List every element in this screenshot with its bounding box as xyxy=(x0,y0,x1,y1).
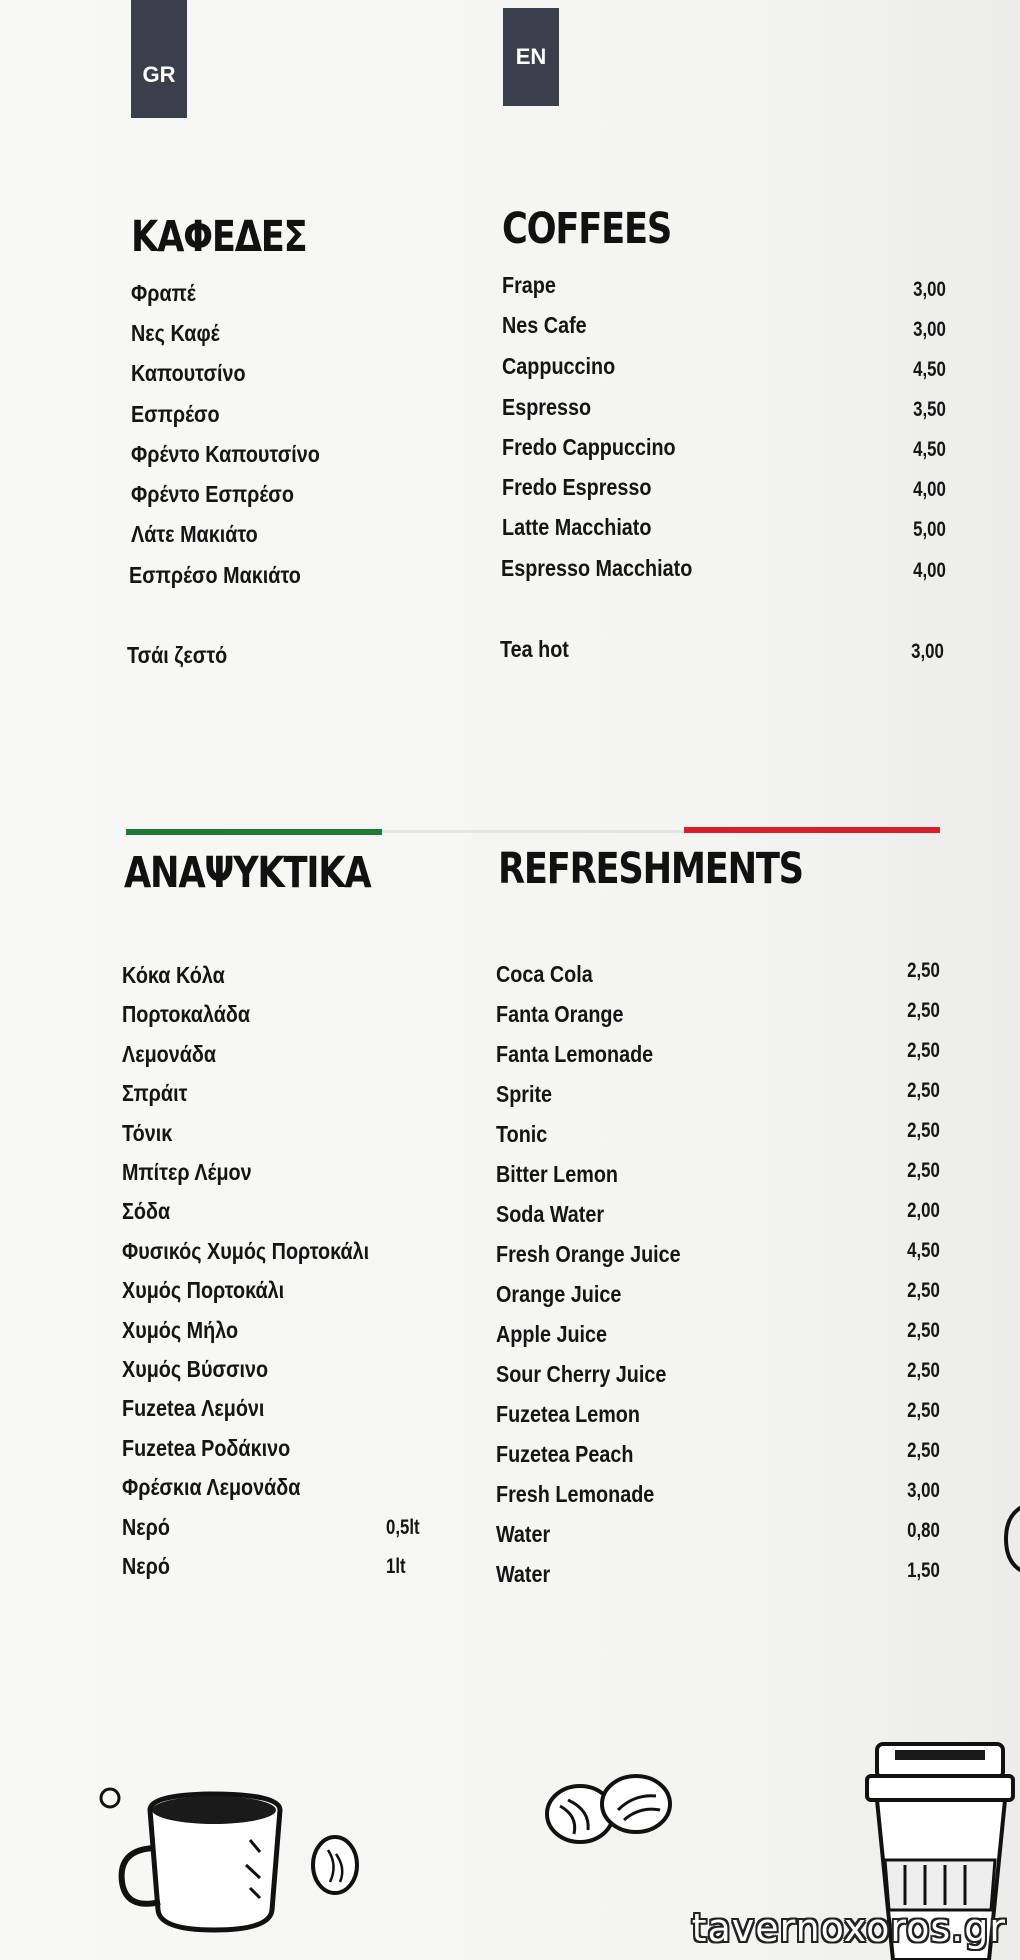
coffee-price: 4,50 xyxy=(913,438,946,461)
refreshment-name-gr: Μπίτερ Λέμον xyxy=(122,1159,252,1185)
refreshment-name-gr: Fuzetea Λεμόνι xyxy=(122,1395,265,1422)
refreshment-name-gr: Κόκα Κόλα xyxy=(122,962,225,988)
refreshment-name-en: Orange Juice xyxy=(496,1281,622,1307)
refreshment-price: 2,50 xyxy=(907,1439,940,1462)
tab-gr[interactable] xyxy=(131,0,187,118)
tab-en-label: EN xyxy=(515,44,547,69)
refreshment-name-en: Fanta Lemonade xyxy=(496,1041,654,1067)
refreshment-price: 2,50 xyxy=(907,1359,940,1382)
refreshment-name-gr: Νερό xyxy=(122,1553,170,1579)
refreshment-price: 2,50 xyxy=(907,1119,940,1142)
refreshment-price: 2,50 xyxy=(907,999,940,1022)
refreshment-name-en: Fresh Lemonade xyxy=(496,1481,655,1507)
tab-gr-label: GR xyxy=(142,62,176,87)
tea-price: 3,00 xyxy=(911,640,944,663)
refreshment-name-gr: Λεμονάδα xyxy=(122,1040,217,1067)
divider-white xyxy=(382,830,684,833)
coffees-title-gr: ΚΑΦΕΔΕΣ xyxy=(131,212,307,262)
coffee-name-en: Frape xyxy=(502,272,556,298)
divider-green xyxy=(126,829,382,835)
coffee-price: 4,00 xyxy=(913,559,946,582)
refreshment-price: 2,50 xyxy=(907,959,940,982)
coffee-name-gr: Φραπέ xyxy=(131,280,196,306)
refreshment-name-gr: Σόδα xyxy=(122,1198,171,1225)
coffee-cup-icon xyxy=(90,1770,390,1940)
tea-name-gr: Τσάι ζεστό xyxy=(127,642,228,668)
refreshment-name-en: Fuzetea Lemon xyxy=(496,1401,640,1427)
refreshment-name-gr: Fuzetea Ροδάκινο xyxy=(122,1434,291,1461)
refreshment-name-en: Fresh Orange Juice xyxy=(496,1241,681,1267)
refreshment-name-en: Sprite xyxy=(496,1081,553,1107)
refreshment-price: 0,80 xyxy=(907,1519,940,1542)
refreshment-unit: 0,5lt xyxy=(386,1515,420,1539)
coffee-name-en: Latte Macchiato xyxy=(502,514,652,540)
refreshment-name-gr: Νερό xyxy=(122,1513,170,1540)
refreshment-name-gr: Χυμός Βύσσινο xyxy=(122,1356,269,1382)
refreshment-name-gr: Τόνικ xyxy=(122,1119,173,1146)
refreshment-price: 2,50 xyxy=(907,1039,940,1062)
coffee-name-en: Cappuccino xyxy=(502,353,616,379)
refreshment-name-en: Water xyxy=(496,1521,551,1547)
refreshment-name-gr: Πορτοκαλάδα xyxy=(122,1001,251,1028)
refreshment-name-en: Sour Cherry Juice xyxy=(496,1361,667,1387)
refreshment-price: 2,50 xyxy=(907,1319,940,1342)
refreshment-price: 3,00 xyxy=(907,1479,940,1502)
refreshment-name-gr: Χυμός Μήλο xyxy=(122,1316,239,1343)
coffee-price: 3,00 xyxy=(913,278,946,301)
coffee-price: 4,00 xyxy=(913,478,946,501)
coffee-name-gr: Λάτε Μακιάτο xyxy=(131,521,258,547)
coffee-name-gr: Εσπρέσο xyxy=(131,401,220,427)
coffee-name-gr: Φρέντο Καπουτσίνο xyxy=(131,441,320,467)
watermark: tavernoxoros.gr xyxy=(691,1906,1006,1950)
tea-name-en: Tea hot xyxy=(500,636,569,662)
coffee-price: 5,00 xyxy=(913,518,946,541)
coffee-name-gr: Νες Καφέ xyxy=(131,320,220,346)
coffees-title-en: COFFEES xyxy=(502,204,671,254)
coffee-name-en: Fredo Cappuccino xyxy=(502,434,676,460)
refreshment-name-gr: Σπράιτ xyxy=(122,1080,188,1107)
refreshment-name-en: Soda Water xyxy=(496,1201,605,1227)
refreshments-title-en: REFRESHMENTS xyxy=(498,844,803,894)
refreshment-name-gr: Φυσικός Χυμός Πορτοκάλι xyxy=(122,1237,370,1264)
refreshment-price: 2,50 xyxy=(907,1079,940,1102)
coffee-price: 4,50 xyxy=(913,358,946,381)
coffee-name-en: Fredo Espresso xyxy=(502,474,652,500)
refreshment-price: 2,50 xyxy=(907,1279,940,1302)
coffee-bean-icon xyxy=(540,1764,680,1854)
refreshment-name-en: Apple Juice xyxy=(496,1321,608,1347)
refreshment-name-gr: Φρέσκια Λεμονάδα xyxy=(122,1474,301,1501)
edge-circle-icon xyxy=(1004,1504,1020,1574)
coffee-price: 3,50 xyxy=(913,398,946,421)
coffee-name-gr: Φρέντο Εσπρέσο xyxy=(131,481,294,507)
refreshment-name-en: Fuzetea Peach xyxy=(496,1441,634,1467)
divider-red xyxy=(684,827,940,833)
tab-en[interactable] xyxy=(503,8,559,106)
coffee-name-en: Espresso xyxy=(502,394,592,420)
refreshments-title-gr: ΑΝΑΨΥΚΤΙΚΑ xyxy=(124,848,371,898)
refreshment-name-en: Bitter Lemon xyxy=(496,1161,618,1187)
refreshment-price: 2,50 xyxy=(907,1159,940,1182)
refreshment-price: 2,50 xyxy=(907,1399,940,1422)
refreshment-name-en: Coca Cola xyxy=(496,961,593,987)
coffee-name-gr: Εσπρέσο Μακιάτο xyxy=(129,562,301,588)
refreshment-name-en: Water xyxy=(496,1561,551,1587)
coffee-name-gr: Καπουτσίνο xyxy=(131,360,246,386)
refreshment-price: 1,50 xyxy=(907,1559,940,1582)
refreshment-name-en: Tonic xyxy=(496,1121,548,1147)
refreshment-name-gr: Χυμός Πορτοκάλι xyxy=(122,1277,285,1304)
coffee-name-en: Nes Cafe xyxy=(502,312,587,338)
refreshment-name-en: Fanta Orange xyxy=(496,1001,624,1027)
coffee-price: 3,00 xyxy=(913,318,946,341)
refreshment-price: 4,50 xyxy=(907,1239,940,1262)
coffee-name-en: Espresso Macchiato xyxy=(501,555,693,581)
refreshment-price: 2,00 xyxy=(907,1199,940,1222)
refreshment-unit: 1lt xyxy=(386,1555,406,1578)
